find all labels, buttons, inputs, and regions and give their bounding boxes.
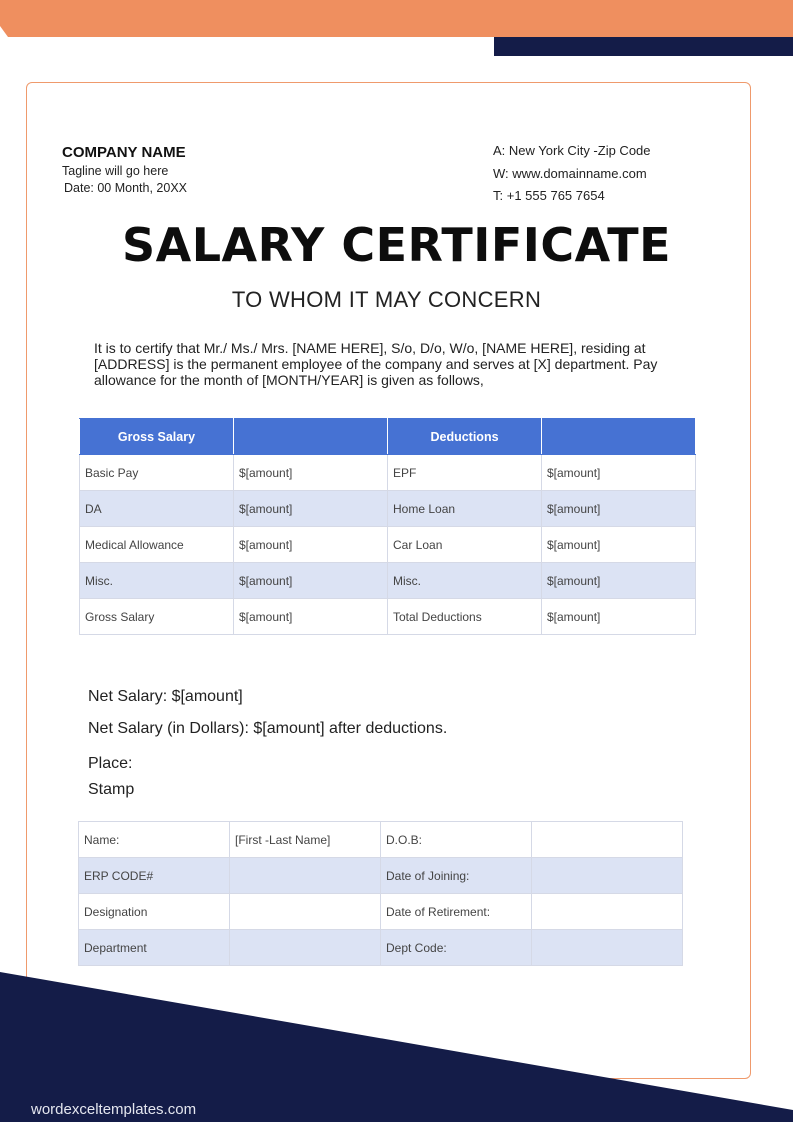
- table-cell: $[amount]: [542, 527, 696, 563]
- table-row: [80, 599, 696, 635]
- contact-website: W: www.domainname.com: [493, 165, 647, 181]
- table-row: [79, 858, 683, 894]
- header-gross-amount: [234, 419, 388, 455]
- table-cell: Car Loan: [388, 527, 542, 563]
- table-cell: Medical Allowance: [80, 527, 234, 563]
- table-cell: $[amount]: [542, 455, 696, 491]
- table-cell: Date of Joining:: [381, 858, 532, 894]
- table-cell: $[amount]: [542, 563, 696, 599]
- document-date: Date: 00 Month, 20XX: [64, 181, 187, 195]
- table-cell: Home Loan: [388, 491, 542, 527]
- table-cell: Misc.: [388, 563, 542, 599]
- intro-paragraph: It is to certify that Mr./ Ms./ Mrs. [NAME HERE], S/o, D/o, W/o, [NAME HERE], residing at [ADDRESS] is the permanent employee of the company and serves at [X] department. Pay allowance for the month of [MONTH/YEAR] is given as follows,: [94, 340, 658, 388]
- table-cell: EPF: [388, 455, 542, 491]
- company-block: [62, 144, 187, 195]
- table-cell: $[amount]: [234, 491, 388, 527]
- table-cell: [230, 894, 381, 930]
- table-cell: [230, 930, 381, 966]
- table-row: [79, 930, 683, 966]
- table-row: [80, 455, 696, 491]
- table-cell: D.O.B:: [381, 822, 532, 858]
- table-cell: [532, 858, 683, 894]
- header-deduction-amount: [542, 419, 696, 455]
- table-row: [79, 822, 683, 858]
- table-row: [79, 894, 683, 930]
- stamp-label: Stamp: [88, 781, 135, 798]
- company-tagline: Tagline will go here: [62, 164, 169, 178]
- table-row: [80, 527, 696, 563]
- header-deductions: Deductions: [388, 419, 542, 455]
- table-cell: $[amount]: [234, 527, 388, 563]
- table-cell: Gross Salary: [80, 599, 234, 635]
- top-orange-band: [0, 0, 793, 37]
- table-cell: Total Deductions: [388, 599, 542, 635]
- table-cell: Department: [79, 930, 230, 966]
- table-cell: Basic Pay: [80, 455, 234, 491]
- table-cell: $[amount]: [542, 491, 696, 527]
- table-cell: DA: [80, 491, 234, 527]
- table-row: [80, 491, 696, 527]
- table-cell: Misc.: [80, 563, 234, 599]
- table-row: [80, 563, 696, 599]
- table-cell: [230, 858, 381, 894]
- document-title: SALARY CERTIFICATE: [121, 218, 672, 272]
- top-navy-band: [494, 37, 793, 56]
- table-cell: Name:: [79, 822, 230, 858]
- contact-phone: T: +1 555 765 7654: [493, 188, 605, 203]
- place-label: Place:: [88, 755, 133, 772]
- net-salary: Net Salary: $[amount]: [88, 688, 243, 705]
- table-cell: $[amount]: [234, 563, 388, 599]
- table-cell: ERP CODE#: [79, 858, 230, 894]
- contact-block: [493, 143, 651, 211]
- table-cell: $[amount]: [234, 599, 388, 635]
- net-salary-dollars: Net Salary (in Dollars): $[amount] after deductions.: [88, 720, 448, 737]
- table-cell: $[amount]: [542, 599, 696, 635]
- document-subtitle: TO WHOM IT MAY CONCERN: [231, 287, 542, 312]
- table-cell: Date of Retirement:: [381, 894, 532, 930]
- employee-info-table: [78, 821, 683, 966]
- salary-table: [79, 418, 696, 635]
- table-cell: $[amount]: [234, 455, 388, 491]
- header-gross-salary: Gross Salary: [80, 419, 234, 455]
- contact-address: A: New York City -Zip Code: [493, 143, 651, 158]
- table-cell: [532, 930, 683, 966]
- footer-website: wordexceltemplates.com: [31, 1101, 197, 1118]
- table-cell: [532, 822, 683, 858]
- table-cell: Dept Code:: [381, 930, 532, 966]
- table-cell: [First -Last Name]: [230, 822, 381, 858]
- company-name: COMPANY NAME: [62, 144, 186, 161]
- table-cell: [532, 894, 683, 930]
- salary-table-header: [80, 419, 696, 455]
- table-cell: Designation: [79, 894, 230, 930]
